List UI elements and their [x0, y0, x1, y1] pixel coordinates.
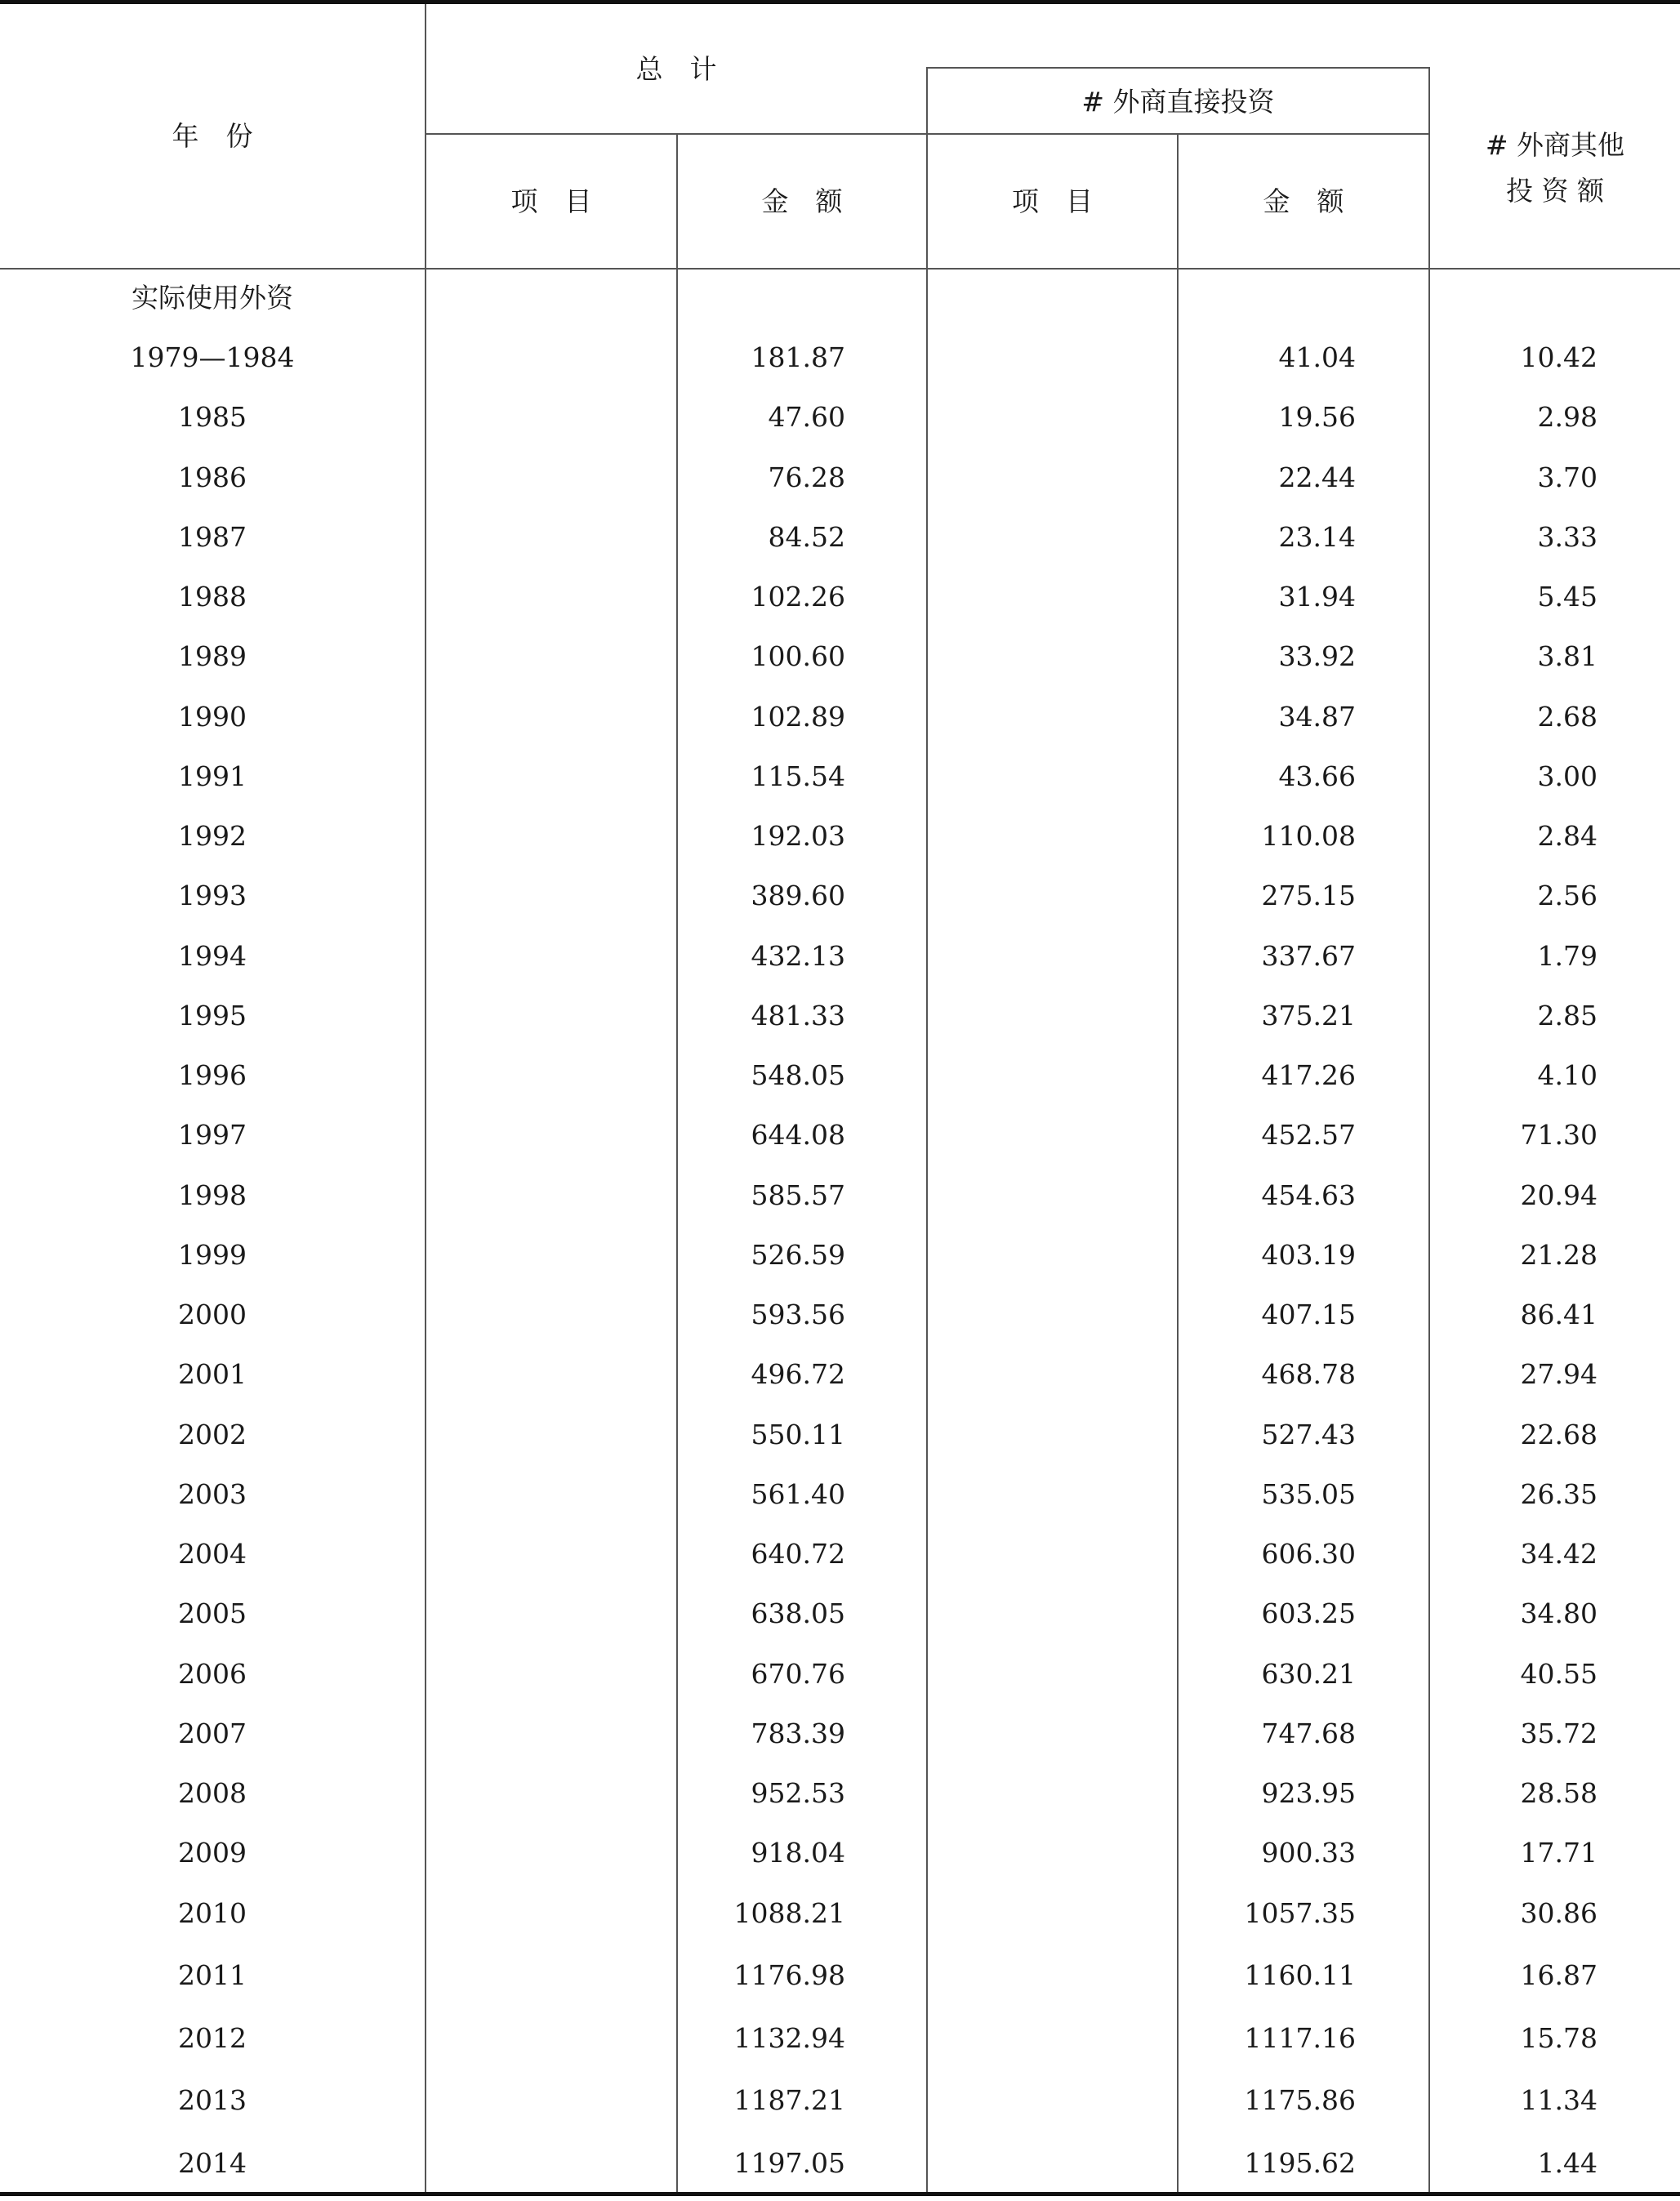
- cell-fdi-amount: 31.94: [1278, 581, 1356, 613]
- cell-total-amount: 952.53: [751, 1777, 845, 1809]
- cell-total-amount: 561.40: [751, 1478, 845, 1510]
- cell-year: 2006: [178, 1658, 247, 1690]
- cell-total-amount: 638.05: [751, 1597, 845, 1629]
- cell-other-investment: 40.55: [1520, 1658, 1598, 1690]
- cell-fdi-amount: 19.56: [1278, 401, 1356, 433]
- cell-other-investment: 4.10: [1537, 1059, 1598, 1091]
- cell-year: 2005: [178, 1597, 247, 1629]
- cell-total-amount: 550.11: [751, 1419, 845, 1450]
- col-divider-fdi-other: [1428, 67, 1430, 2192]
- cell-total-amount: 670.76: [751, 1658, 845, 1690]
- cell-other-investment: 3.00: [1537, 760, 1598, 792]
- cell-other-investment: 27.94: [1520, 1358, 1598, 1390]
- cell-fdi-amount: 923.95: [1261, 1777, 1356, 1809]
- cell-fdi-amount: 603.25: [1261, 1597, 1356, 1629]
- cell-year: 1989: [178, 640, 247, 672]
- cell-year: 1985: [178, 401, 247, 433]
- cell-other-investment: 22.68: [1520, 1419, 1598, 1450]
- cell-fdi-amount: 900.33: [1261, 1837, 1356, 1869]
- cell-total-amount: 644.08: [751, 1119, 845, 1151]
- cell-other-investment: 86.41: [1520, 1299, 1598, 1330]
- cell-fdi-amount: 606.30: [1261, 1538, 1356, 1570]
- cell-year: 1991: [178, 760, 247, 792]
- cell-year: 1998: [178, 1179, 247, 1211]
- cell-year: 2000: [178, 1299, 247, 1330]
- cell-total-amount: 102.89: [751, 701, 845, 733]
- cell-total-amount: 640.72: [751, 1538, 845, 1570]
- cell-fdi-amount: 747.68: [1261, 1718, 1356, 1749]
- col-divider-fdi-mid: [1177, 133, 1179, 2192]
- header-total-amount: 金 额: [761, 185, 843, 217]
- cell-year: 2004: [178, 1538, 247, 1570]
- cell-total-amount: 1197.05: [733, 2147, 845, 2179]
- cell-other-investment: 21.28: [1520, 1239, 1598, 1271]
- cell-other-investment: 10.42: [1520, 341, 1598, 373]
- cell-other-investment: 2.85: [1537, 1000, 1598, 1031]
- cell-year: 2002: [178, 1419, 247, 1450]
- header-fdi-amount: 金 额: [1263, 185, 1344, 217]
- cell-total-amount: 783.39: [751, 1718, 845, 1749]
- header-total-project: 项 目: [510, 185, 592, 217]
- cell-year: 2010: [178, 1897, 247, 1929]
- cell-other-investment: 28.58: [1520, 1777, 1598, 1809]
- cell-fdi-amount: 527.43: [1261, 1419, 1356, 1450]
- header-year: 年 份: [172, 120, 253, 152]
- header-fdi-project: 项 目: [1012, 185, 1093, 217]
- cell-total-amount: 918.04: [751, 1837, 845, 1869]
- cell-year: 1995: [178, 1000, 247, 1031]
- cell-year: 1993: [178, 880, 247, 911]
- cell-year: 1979—1984: [130, 341, 295, 373]
- cell-year: 2001: [178, 1358, 247, 1390]
- cell-year: 2009: [178, 1837, 247, 1869]
- cell-year: 1987: [178, 521, 247, 553]
- cell-fdi-amount: 375.21: [1261, 1000, 1356, 1031]
- cell-total-amount: 115.54: [751, 760, 845, 792]
- header-fdi: # 外商直接投资: [1081, 86, 1275, 118]
- cell-other-investment: 3.33: [1537, 521, 1598, 553]
- cell-other-investment: 26.35: [1520, 1478, 1598, 1510]
- cell-other-investment: 5.45: [1537, 581, 1598, 613]
- cell-fdi-amount: 110.08: [1261, 820, 1356, 852]
- cell-fdi-amount: 275.15: [1261, 880, 1356, 911]
- cell-year: 1994: [178, 940, 247, 972]
- cell-other-investment: 2.56: [1537, 880, 1598, 911]
- cell-other-investment: 3.81: [1537, 640, 1598, 672]
- cell-fdi-amount: 34.87: [1278, 701, 1356, 733]
- cell-other-investment: 16.87: [1520, 1959, 1598, 1991]
- cell-fdi-amount: 41.04: [1278, 341, 1356, 373]
- cell-total-amount: 102.26: [751, 581, 845, 613]
- cell-fdi-amount: 1160.11: [1244, 1959, 1356, 1991]
- cell-year: 1992: [178, 820, 247, 852]
- col-divider-year: [425, 4, 426, 2192]
- cell-total-amount: 496.72: [751, 1358, 845, 1390]
- cell-other-investment: 1.79: [1537, 940, 1598, 972]
- table-top-rule: [0, 0, 1680, 4]
- cell-year: 2007: [178, 1718, 247, 1749]
- cell-other-investment: 20.94: [1520, 1179, 1598, 1211]
- cell-fdi-amount: 33.92: [1278, 640, 1356, 672]
- cell-total-amount: 76.28: [768, 461, 845, 493]
- cell-total-amount: 192.03: [751, 820, 845, 852]
- cell-total-amount: 47.60: [768, 401, 845, 433]
- cell-year: 2011: [178, 1959, 247, 1991]
- header-other-line1: # 外商其他: [1485, 129, 1625, 161]
- cell-fdi-amount: 403.19: [1261, 1239, 1356, 1271]
- cell-other-investment: 34.80: [1520, 1597, 1598, 1629]
- cell-year: 2014: [178, 2147, 247, 2179]
- header-other-investment: [1430, 123, 1680, 214]
- cell-year: 2012: [178, 2022, 247, 2054]
- cell-fdi-amount: 468.78: [1261, 1358, 1356, 1390]
- cell-fdi-amount: 417.26: [1261, 1059, 1356, 1091]
- cell-fdi-amount: 23.14: [1278, 521, 1356, 553]
- cell-year: 1988: [178, 581, 247, 613]
- cell-total-amount: 1187.21: [733, 2084, 845, 2116]
- cell-total-amount: 84.52: [768, 521, 845, 553]
- cell-year: 1999: [178, 1239, 247, 1271]
- cell-other-investment: 2.84: [1537, 820, 1598, 852]
- cell-total-amount: 432.13: [751, 940, 845, 972]
- cell-total-amount: 389.60: [751, 880, 845, 911]
- cell-fdi-amount: 535.05: [1261, 1478, 1356, 1510]
- cell-fdi-amount: 1175.86: [1244, 2084, 1356, 2116]
- col-divider-total-mid: [676, 133, 678, 2192]
- cell-fdi-amount: 1195.62: [1244, 2147, 1356, 2179]
- cell-other-investment: 2.98: [1537, 401, 1598, 433]
- cell-other-investment: 71.30: [1520, 1119, 1598, 1151]
- header-total: 总 计: [635, 53, 717, 85]
- cell-other-investment: 17.71: [1520, 1837, 1598, 1869]
- cell-total-amount: 181.87: [751, 341, 845, 373]
- cell-fdi-amount: 22.44: [1278, 461, 1356, 493]
- cell-year: 1996: [178, 1059, 247, 1091]
- cell-fdi-amount: 452.57: [1261, 1119, 1356, 1151]
- cell-total-amount: 593.56: [751, 1299, 845, 1330]
- header-rule-fdi-top: [927, 67, 1429, 69]
- cell-fdi-amount: 337.67: [1261, 940, 1356, 972]
- cell-year: 2008: [178, 1777, 247, 1809]
- cell-fdi-amount: 630.21: [1261, 1658, 1356, 1690]
- table-bottom-rule: [0, 2192, 1680, 2196]
- cell-other-investment: 30.86: [1520, 1897, 1598, 1929]
- cell-year: 2003: [178, 1478, 247, 1510]
- cell-year: 2013: [178, 2084, 247, 2116]
- cell-total-amount: 100.60: [751, 640, 845, 672]
- cell-other-investment: 15.78: [1520, 2022, 1598, 2054]
- cell-other-investment: 2.68: [1537, 701, 1598, 733]
- col-divider-total-fdi: [926, 67, 928, 2192]
- cell-total-amount: 1132.94: [733, 2022, 845, 2054]
- cell-fdi-amount: 407.15: [1261, 1299, 1356, 1330]
- cell-year: 1997: [178, 1119, 247, 1151]
- cell-total-amount: 1176.98: [733, 1959, 845, 1991]
- cell-year: 1990: [178, 701, 247, 733]
- cell-total-amount: 1088.21: [733, 1897, 845, 1929]
- cell-other-investment: 11.34: [1520, 2084, 1598, 2116]
- cell-year: 1986: [178, 461, 247, 493]
- cell-other-investment: 34.42: [1520, 1538, 1598, 1570]
- cell-fdi-amount: 1117.16: [1244, 2022, 1356, 2054]
- cell-fdi-amount: 454.63: [1261, 1179, 1356, 1211]
- cell-fdi-amount: 43.66: [1278, 760, 1356, 792]
- cell-other-investment: 1.44: [1537, 2147, 1598, 2179]
- cell-fdi-amount: 1057.35: [1244, 1897, 1356, 1929]
- section-label: 实际使用外资: [131, 282, 293, 314]
- cell-other-investment: 35.72: [1520, 1718, 1598, 1749]
- cell-other-investment: 3.70: [1537, 461, 1598, 493]
- cell-total-amount: 481.33: [751, 1000, 845, 1031]
- cell-total-amount: 526.59: [751, 1239, 845, 1271]
- cell-total-amount: 548.05: [751, 1059, 845, 1091]
- header-rule-subheads: [426, 133, 1429, 135]
- header-other-line2: 投 资 额: [1506, 175, 1604, 207]
- cell-total-amount: 585.57: [751, 1179, 845, 1211]
